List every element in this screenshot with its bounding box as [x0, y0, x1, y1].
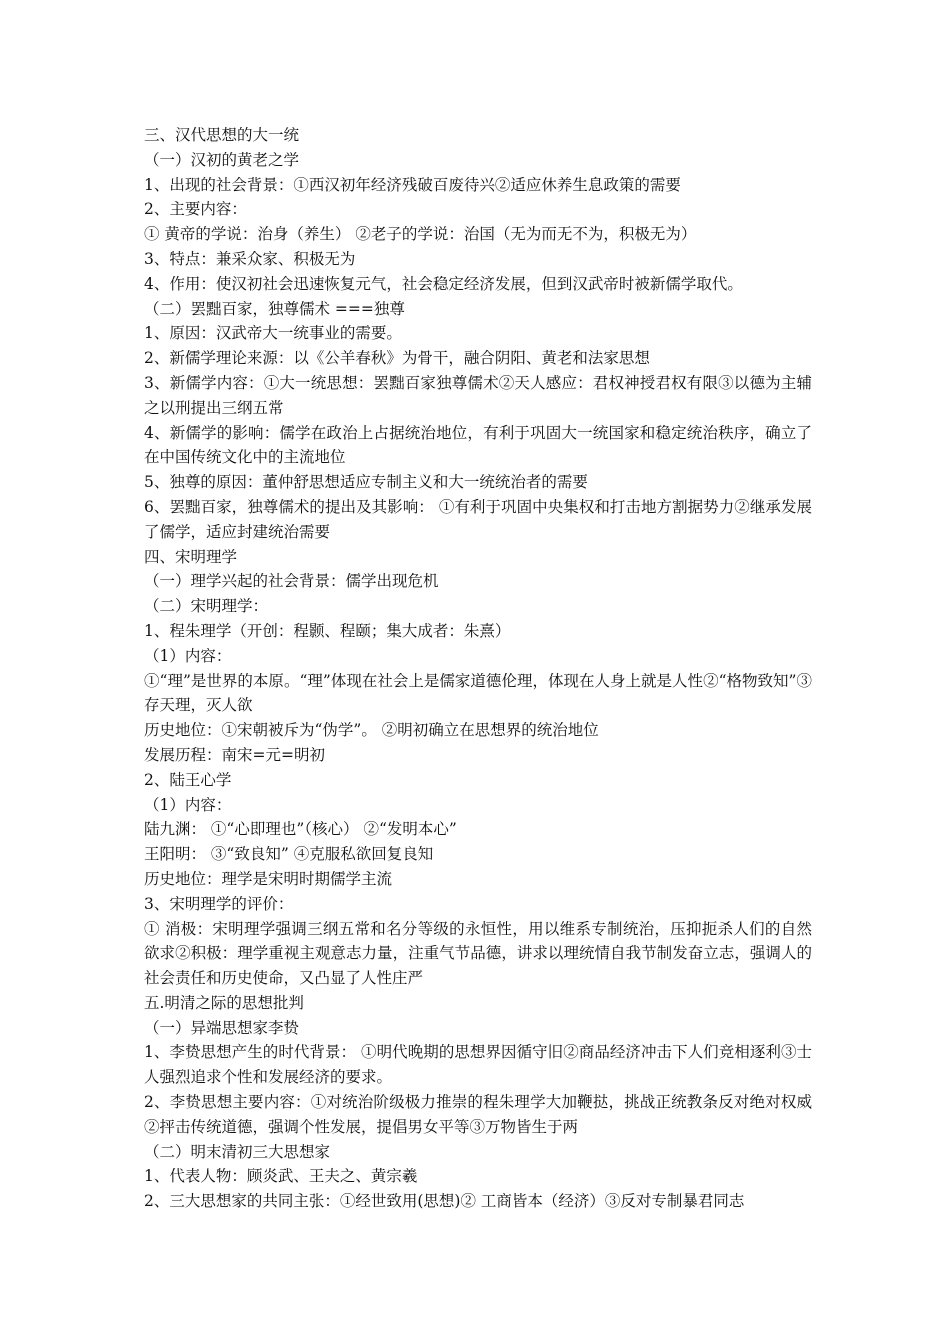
text-paragraph: 2、李贽思想主要内容：①对统治阶级极力推崇的程朱理学大加鞭挞，挑战正统教条反对绝对权威②抨击传统道德，强调个性发展，提倡男女平等③万物皆生于两 — [144, 1093, 812, 1136]
section-heading: 五.明清之际的思想批判 — [144, 993, 304, 1012]
text-line: （1）内容： — [144, 795, 232, 814]
section-heading: 四、宋明理学 — [144, 547, 238, 566]
text-line: （1）内容： — [144, 646, 232, 665]
subsection-heading: （二）明末清初三大思想家 — [144, 1142, 331, 1161]
text-line: 3、特点：兼采众家、积极无为 — [144, 249, 356, 268]
subsection-heading: （一）异端思想家李贽 — [144, 1018, 300, 1037]
text-paragraph: 1、李贽思想产生的时代背景： ①明代晚期的思想界因循守旧②商品经济冲击下人们竞相逐利③士人强烈追求个性和发展经济的要求。 — [144, 1043, 812, 1087]
text-paragraph: 3、新儒学内容：①大一统思想：罢黜百家独尊儒术②天人感应：君权神授君权有限③以德为主辅之以刑提出三纲五常 — [144, 373, 812, 417]
text-line: 1、代表人物：顾炎武、王夫之、黄宗羲 — [144, 1167, 418, 1186]
text-line: 2、主要内容： — [144, 200, 247, 219]
text-line: 5、独尊的原因：董仲舒思想适应专制主义和大一统统治者的需要 — [144, 473, 588, 492]
text-line: ① 黄帝的学说：治身（养生） ②老子的学说：治国（无为而无不为，积极无为） — [144, 225, 697, 244]
text-line: 2、陆王心学 — [144, 770, 232, 789]
text-line: 1、原因：汉武帝大一统事业的需要。 — [144, 324, 402, 343]
section-heading: 三、汉代思想的大一统 — [144, 126, 300, 144]
text-line: 陆九渊： ①“心即理也”（核心） ②“发明本心” — [144, 820, 457, 839]
text-line: 王阳明： ③“致良知” ④克服私欲回复良知 — [144, 845, 434, 864]
text-line: 2、新儒学理论来源：以《公羊春秋》为骨干，融合阴阳、黄老和法家思想 — [144, 349, 650, 368]
text-line: 历史地位：①宋朝被斥为“伪学”。 ②明初确立在思想界的统治地位 — [144, 721, 599, 740]
subsection-heading: （二）罢黜百家，独尊儒术 ===独尊 — [144, 299, 405, 318]
text-line: 2、三大思想家的共同主张：①经世致用(思想)② 工商皆本（经济）③反对专制暴君同志 — [144, 1192, 745, 1211]
text-paragraph: 4、新儒学的影响：儒学在政治上占据统治地位，有利于巩固大一统国家和稳定统治秩序，确立了在中国传统文化中的主流地位 — [144, 423, 812, 467]
subsection-heading: （一）理学兴起的社会背景：儒学出现危机 — [144, 572, 439, 591]
subsection-heading: （二）宋明理学： — [144, 597, 269, 616]
text-line: 历史地位：理学是宋明时期儒学主流 — [144, 869, 393, 888]
text-paragraph: 6、罢黜百家，独尊儒术的提出及其影响： ①有利于巩固中央集权和打击地方割据势力②继承发展了儒学，适应封建统治需要 — [144, 497, 812, 541]
document-body — [144, 123, 812, 1214]
text-paragraph: ① 消极：宋明理学强调三纲五常和名分等级的永恒性，用以维系专制统治，压抑扼杀人们的自然欲求②积极：理学重视主观意志力量，注重气节品德，讲求以理统情自我节制发奋立志，强调人的社会责任和历史使命，又凸显了人性庄严 — [144, 919, 812, 988]
text-paragraph: ①“理”是世界的本原。“理”体现在社会上是儒家道德伦理，体现在人身上就是人性②“格物致知”③存天理，灭人欲 — [144, 671, 812, 715]
text-line: 4、作用：使汉初社会迅速恢复元气，社会稳定经济发展，但到汉武帝时被新儒学取代。 — [144, 274, 743, 293]
text-line: 1、程朱理学（开创：程颢、程颐；集大成者：朱熹） — [144, 621, 511, 640]
text-line: 3、宋明理学的评价： — [144, 894, 294, 913]
subsection-heading: （一）汉初的黄老之学 — [144, 150, 300, 169]
text-line: 发展历程：南宋=元=明初 — [144, 745, 325, 764]
text-line: 1、出现的社会背景：①西汉初年经济残破百废待兴②适应休养生息政策的需要 — [144, 175, 681, 194]
